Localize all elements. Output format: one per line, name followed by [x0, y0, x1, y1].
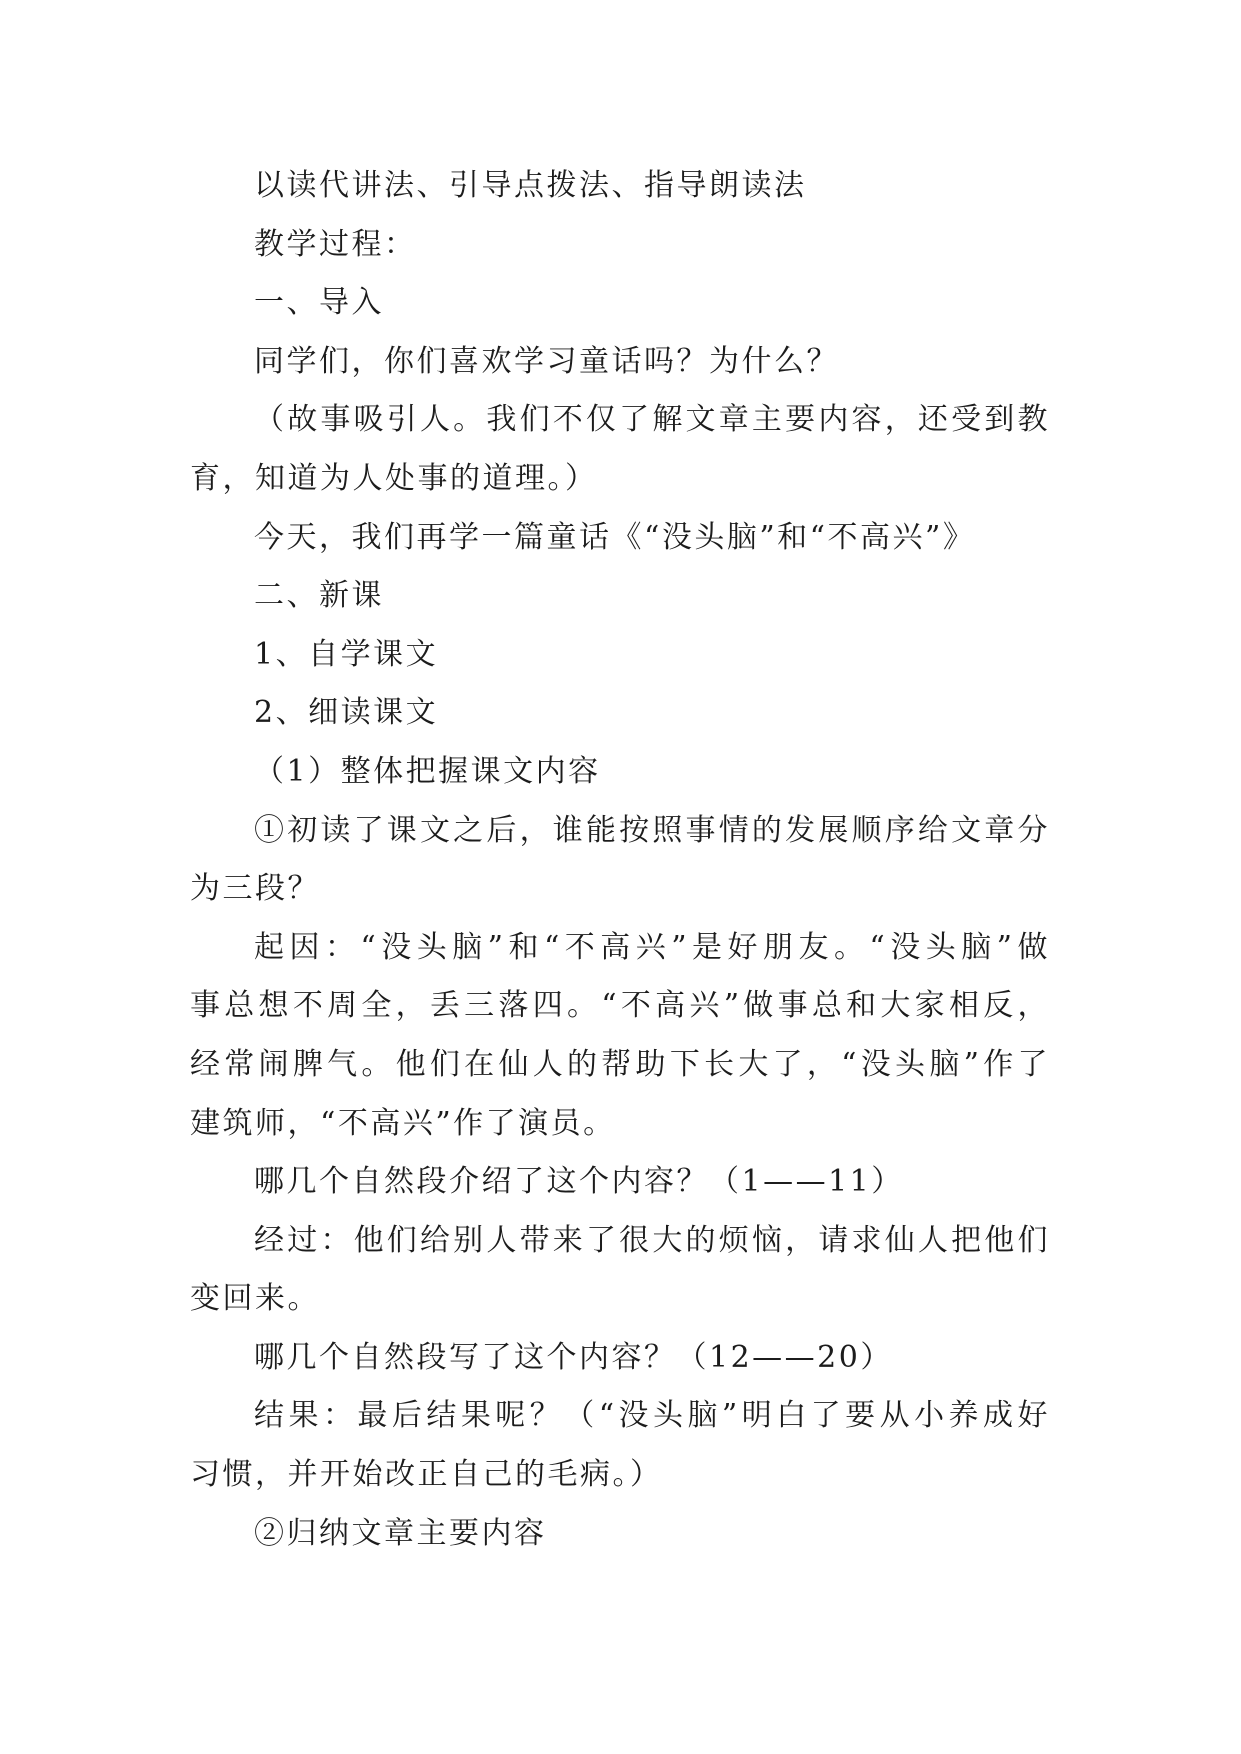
document-body [190, 157, 1050, 1563]
paragraph-which-sections-1 [190, 1153, 1050, 1212]
paragraph-line: 2、细读课文 [254, 695, 439, 731]
paragraph-line: 1、自学课文 [254, 636, 439, 672]
paragraph-line: 同学们，你们喜欢学习童话吗？为什么？ [254, 343, 839, 379]
list-item-close-reading [190, 684, 1050, 743]
paragraph-line: 经过：他们给别人带来了很大的烦恼，请求仙人把他们 [254, 1222, 1050, 1258]
paragraph-line: 变回来。 [190, 1281, 320, 1317]
paragraph-line: 今天，我们再学一篇童话《“没头脑”和“不高兴”》 [254, 519, 976, 555]
paragraph-line: 育，知道为人处事的道理。） [190, 460, 598, 496]
paragraph-line: 习惯，并开始改正自己的毛病。） [190, 1457, 663, 1493]
paragraph-process [190, 1212, 1050, 1329]
paragraph-line: 为三段？ [190, 871, 320, 907]
paragraph-question [190, 333, 1050, 392]
paragraph-today [190, 509, 1050, 568]
paragraph-first-reading [190, 802, 1050, 919]
paragraph-line: （1）整体把握课文内容 [254, 753, 601, 789]
paragraph-line: 一、导入 [254, 285, 384, 321]
sub-item-overall-grasp [190, 743, 1050, 802]
paragraph-teaching-process-heading [190, 216, 1050, 275]
paragraph-which-sections-2 [190, 1329, 1050, 1388]
paragraph-line: ②归纳文章主要内容 [254, 1515, 547, 1551]
paragraph-line: 哪几个自然段介绍了这个内容？（1——11） [254, 1164, 904, 1200]
section-heading-new-lesson [190, 567, 1050, 626]
paragraph-line: （故事吸引人。我们不仅了解文章主要内容，还受到教 [254, 402, 1050, 438]
paragraph-line: 二、新课 [254, 578, 384, 614]
paragraph-line: ①初读了课文之后，谁能按照事情的发展顺序给文章分 [254, 812, 1050, 848]
paragraph-line: 结果：最后结果呢？（“没头脑”明白了要从小养成好 [254, 1398, 1050, 1434]
paragraph-summarize [190, 1505, 1050, 1564]
paragraph-result [190, 1387, 1050, 1504]
paragraph-teaching-methods [190, 157, 1050, 216]
paragraph-line: 事总想不周全，丢三落四。“不高兴”做事总和大家相反， [190, 988, 1050, 1024]
paragraph-line: 经常闹脾气。他们在仙人的帮助下长大了，“没头脑”作了 [190, 1046, 1050, 1082]
paragraph-line: 建筑师，“不高兴”作了演员。 [190, 1105, 616, 1141]
paragraph-line: 哪几个自然段写了这个内容？（12——20） [254, 1339, 893, 1375]
section-heading-intro [190, 274, 1050, 333]
paragraph-answer [190, 391, 1050, 508]
list-item-self-study [190, 626, 1050, 685]
paragraph-line: 教学过程： [254, 226, 417, 262]
paragraph-cause [190, 919, 1050, 1153]
paragraph-line: 起因：“没头脑”和“不高兴”是好朋友。“没头脑”做 [254, 929, 1050, 965]
paragraph-line: 以读代讲法、引导点拨法、指导朗读法 [254, 168, 807, 203]
